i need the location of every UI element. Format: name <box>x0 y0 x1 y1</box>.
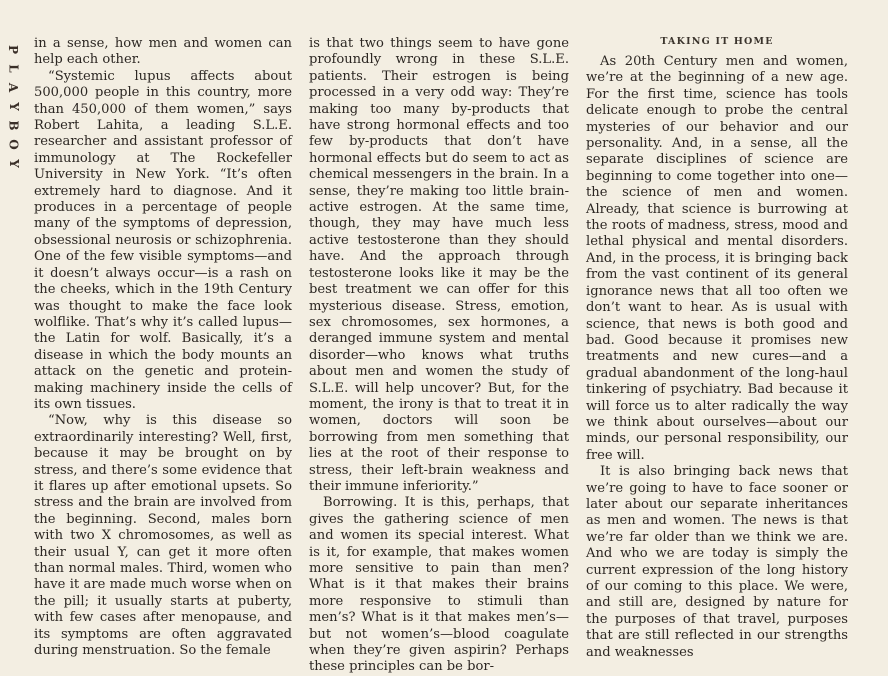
logo-letter: P <box>6 44 21 55</box>
logo-letter: O <box>6 139 21 150</box>
paragraph: is that two things seem to have gone profoundly wrong in these S.L.E. patients. Their estrogen is being processed in a very odd way: They’re making too many by-products that have strong hormonal effects and too few by-products that don’t have hormonal effects but do seem to act as chemical messengers in the brain. In a sense, they’re making too little brain-active estrogen. At the same time, though, they may have much less active testosterone than they should have. And the approach through testosterone looks like it may be the best treatment we can offer for this mysterious disease. Stress, emotion, sex chromosomes, sex hormones, a deranged immune system and mental disorder—who knows what truths about men and women the study of S.L.E. will help uncover? But, for the moment, the irony is that to treat it in women, doctors will soon be borrowing from men something that lies at the root of their response to stress, their left-brain weakness and their immune inferiority.” <box>309 36 569 494</box>
logo-letter: A <box>6 82 21 93</box>
logo-letter: Y <box>6 159 21 168</box>
paragraph: It is also bringing back news that we’re going to have to face sooner or later about our separate inheritances as men and women. The news is that we’re far older than we think we are. And who we are today is simply the current expression of the long history of our coming to this place. We were, and still are, designed by nature for the purposes of that travel, purposes that are still reflected in our strengths and weaknesses <box>586 464 848 660</box>
section-heading: TAKING IT HOME <box>660 36 774 47</box>
logo-letter: Y <box>6 102 21 111</box>
paragraph: As 20th Century men and women, we’re at the beginning of a new age. For the first time, science has tools delicate enough to probe the central mysteries of our behavior and our personality. And, in a sense, all the separate disciplines of science are beginning to come together into one—the science of men and women. Already, that science is burrowing at the roots of madness, stress, mood and lethal physical and mental disorders. And, in the process, it is bringing back from the vast continent of its general ignorance news that all too often we don’t want to hear. As is usual with science, that news is both good and bad. Good because it promises new treatments and new cures—and a gradual abandonment of the long-haul tinkering of psychiatry. Bad because it will force us to alter radically the way we think about ourselves—about our minds, our personal responsibility, our free will. <box>586 54 848 463</box>
paragraph: “Now, why is this disease so extraordinarily interesting? Well, first, because it may be brought on by stress, and there’s some evidence that it flares up after emotional upsets. So stress and the brain are involved from the beginning. Second, males born with two X chromosomes, as well as their usual Y, can get it more often than normal males. Third, women who have it are made much worse when on the pill; it usually starts at puberty, with few cases after menopause, and its symptoms are often aggravated during menstruation. So the female <box>34 413 292 659</box>
article-column-1 <box>34 36 292 659</box>
paragraph: “Systemic lupus affects about 500,000 people in this country, more than 450,000 of them women,” says Robert Lahita, a leading S.L.E. researcher and assistant professor of immunology at The Rockefeller University in New York. “It’s often extremely hard to diagnose. And it produces in a percentage of people many of the symptoms of depression, obsessional neurosis or schizophrenia. One of the few visible symptoms—and it doesn’t always occur—is a rash on the cheeks, which in the 19th Century was thought to make the face look wolflike. That’s why it’s called lupus—the Latin for wolf. Basically, it’s a disease in which the body mounts an attack on the genetic and protein-making machinery inside the cells of its own tissues. <box>34 68 292 412</box>
paragraph: in a sense, how men and women can help each other. <box>34 36 292 68</box>
logo-letter: B <box>6 120 21 131</box>
article-column-2 <box>309 36 569 676</box>
logo-letter: L <box>6 64 21 73</box>
paragraph: Borrowing. It is this, perhaps, that gives the gathering science of men and women its special interest. What is it, for example, that makes women more sensitive to pain than men? What is it that makes their brains more responsive to stimuli than men’s? What is it that makes men’s—but not women’s—blood coagulate when they’re given aspirin? Perhaps these principles can be bor- <box>309 495 569 675</box>
article-column-3 <box>586 54 848 661</box>
magazine-logo-vertical <box>5 40 21 173</box>
